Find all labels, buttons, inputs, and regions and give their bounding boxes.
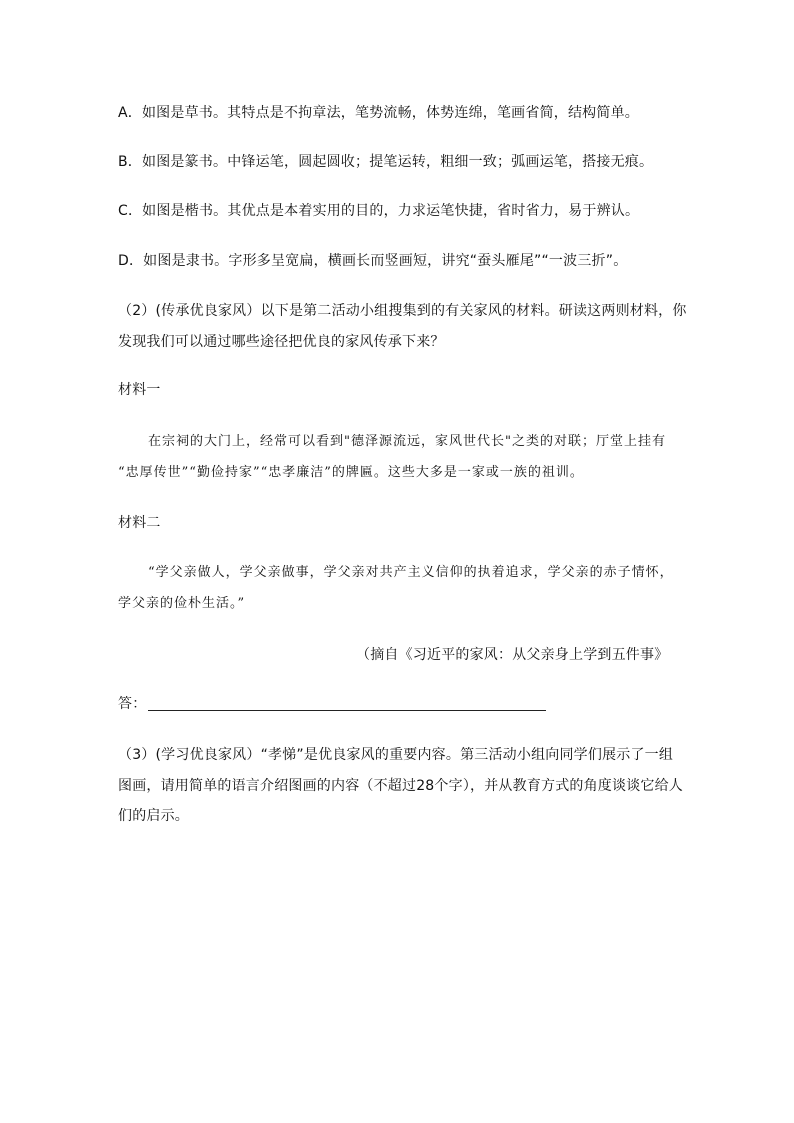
material-1-line-1: 在宗祠的大门上，经常可以看到"德泽源流远，家风世代长"之类的对联；厅堂上挂有 bbox=[148, 434, 666, 449]
question-2-line-2: 发现我们可以通过哪些途径把优良的家风传承下来？ bbox=[118, 334, 445, 350]
answer-blank-line[interactable] bbox=[148, 710, 546, 711]
option-c: C．如图是楷书。其优点是本着实用的目的，力求运笔快捷，省时省力，易于辨认。 bbox=[118, 203, 640, 219]
option-d: D．如图是隶书。字形多呈宽扁，横画长而竖画短，讲究“蚕头雁尾”“一波三折”。 bbox=[118, 253, 628, 269]
question-3-line-3: 们的启示。 bbox=[118, 808, 189, 824]
material-1-heading: 材料一 bbox=[118, 382, 161, 398]
question-3-line-2: 图画，请用简单的语言介绍图画的内容（不超过28个字），并从教育方式的角度谈谈它给人 bbox=[118, 778, 684, 794]
question-2-line-1: （2）(传承优良家风）以下是第二活动小组搜集到的有关家风的材料。研读这两则材料，你 bbox=[118, 303, 687, 319]
option-a: A．如图是草书。其特点是不拘章法，笔势流畅，体势连绵，笔画省简，结构简单。 bbox=[118, 105, 639, 121]
material-2-line-1: “学父亲做人，学父亲做事，学父亲对共产主义信仰的执着追求，学父亲的赤子情怀， bbox=[148, 565, 674, 580]
question-3-line-1: （3）(学习优良家风）“孝悌”是优良家风的重要内容。第三活动小组向同学们展示了一组 bbox=[118, 747, 674, 763]
material-2-heading: 材料二 bbox=[118, 515, 161, 531]
material-2-source: （摘自《习近平的家风：从父亲身上学到五件事》 bbox=[356, 647, 669, 663]
material-2-line-2: 学父亲的俭朴生活。” bbox=[118, 596, 246, 611]
option-b: B．如图是篆书。中锋运笔，圆起圆收；提笔运转，粗细一致；弧画运笔，搭接无痕。 bbox=[118, 154, 654, 170]
material-1-line-2: “忠厚传世”“勤俭持家”“忠孝廉洁”的牌匾。这些大多是一家或一族的祖训。 bbox=[118, 465, 584, 480]
answer-label: 答： bbox=[118, 696, 147, 712]
